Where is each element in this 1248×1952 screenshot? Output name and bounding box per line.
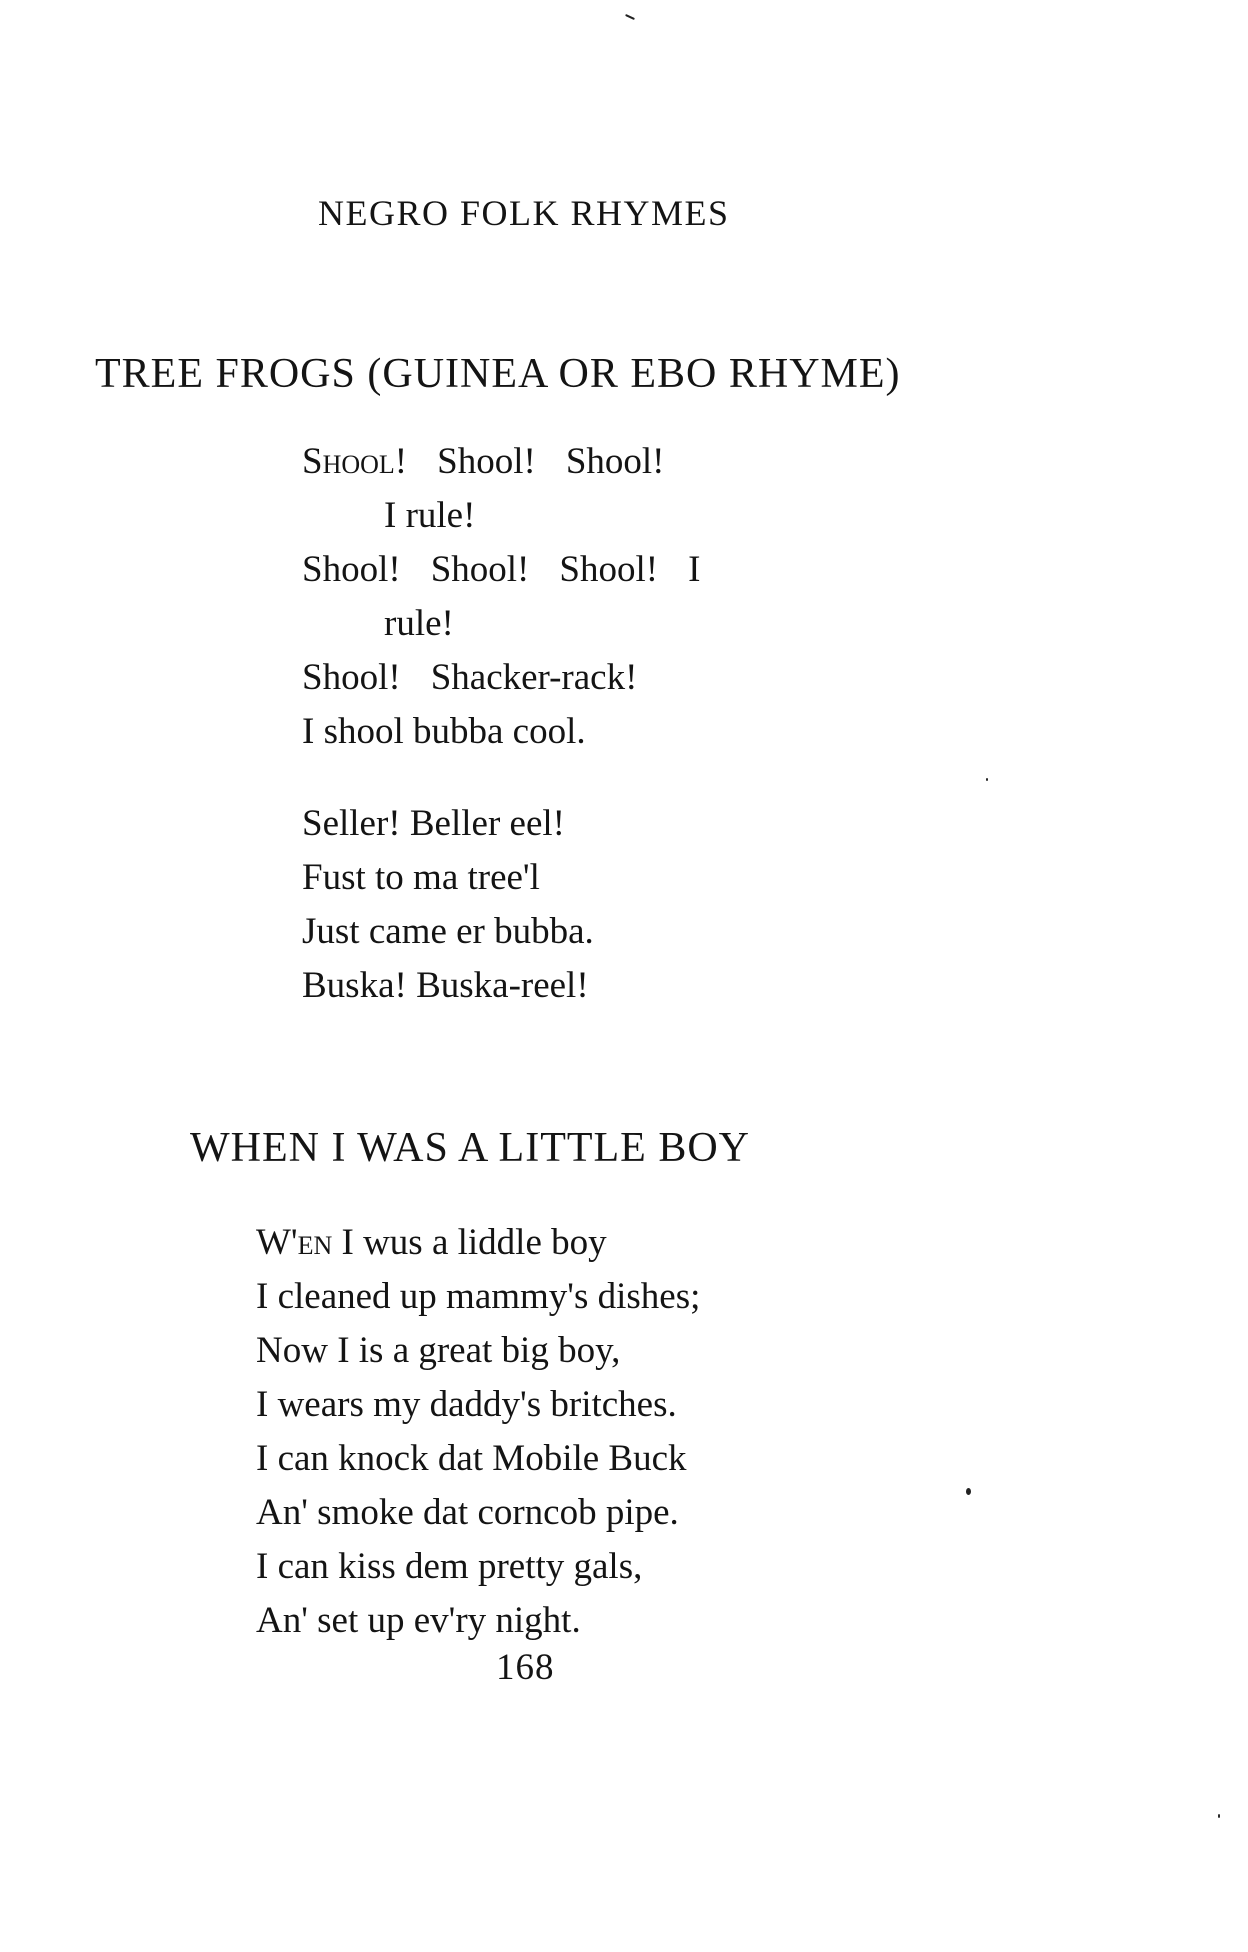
line-lead-word: W'en: [256, 1222, 333, 1263]
poem-line: I shool bubba cool.: [302, 711, 586, 752]
poem-line: [302, 435, 700, 489]
poem-line: rule!: [384, 603, 454, 644]
poem-line: Now I is a great big boy,: [256, 1330, 621, 1371]
poem-line: Just came er bubba.: [302, 911, 594, 952]
poem-title-little-boy: WHEN I WAS A LITTLE BOY: [190, 1125, 750, 1171]
line-word: Shacker-rack!: [430, 657, 638, 698]
line-word: Shool!: [302, 441, 408, 482]
poem-little-boy: [256, 1216, 700, 1648]
poem-line: I rule!: [384, 495, 476, 536]
scan-speck: [966, 1488, 971, 1495]
running-head: NEGRO FOLK RHYMES: [318, 193, 730, 233]
poem-line: I can knock dat Mobile Buck: [256, 1438, 687, 1479]
line-word: Shool!: [559, 549, 659, 590]
poem-line: Seller! Beller eel!: [302, 803, 565, 844]
poem-line: [302, 543, 700, 597]
poem-line: Buska! Buska-reel!: [302, 965, 589, 1006]
poem-line: I cleaned up mammy's dishes;: [256, 1276, 701, 1317]
poem-line: [302, 651, 700, 705]
poem-line: An' set up ev'ry night.: [256, 1600, 581, 1641]
poem-line: I wears my daddy's britches.: [256, 1384, 677, 1425]
scan-speck: [625, 14, 635, 20]
line-word: Shool!: [430, 549, 530, 590]
poem-tree-frogs: [302, 435, 700, 1013]
line-word: I: [688, 549, 701, 590]
line-word: Shool!: [565, 441, 665, 482]
scan-speck: [1218, 1814, 1220, 1818]
poem-line: An' smoke dat corncob pipe.: [256, 1492, 679, 1533]
poem-line: Fust to ma tree'l: [302, 857, 540, 898]
line-word: Shool!: [437, 441, 536, 482]
poem-line: I can kiss dem pretty gals,: [256, 1546, 643, 1587]
stanza-break: [302, 759, 700, 797]
line-word: Shool!: [302, 657, 401, 698]
line-rest: I wus a liddle boy: [332, 1222, 607, 1263]
page-number: 168: [496, 1647, 555, 1688]
scan-speck: [986, 778, 988, 781]
line-word: Shool!: [302, 549, 401, 590]
poem-line: [256, 1216, 700, 1270]
poem-title-tree-frogs: TREE FROGS (GUINEA OR EBO RHYME): [95, 351, 901, 397]
